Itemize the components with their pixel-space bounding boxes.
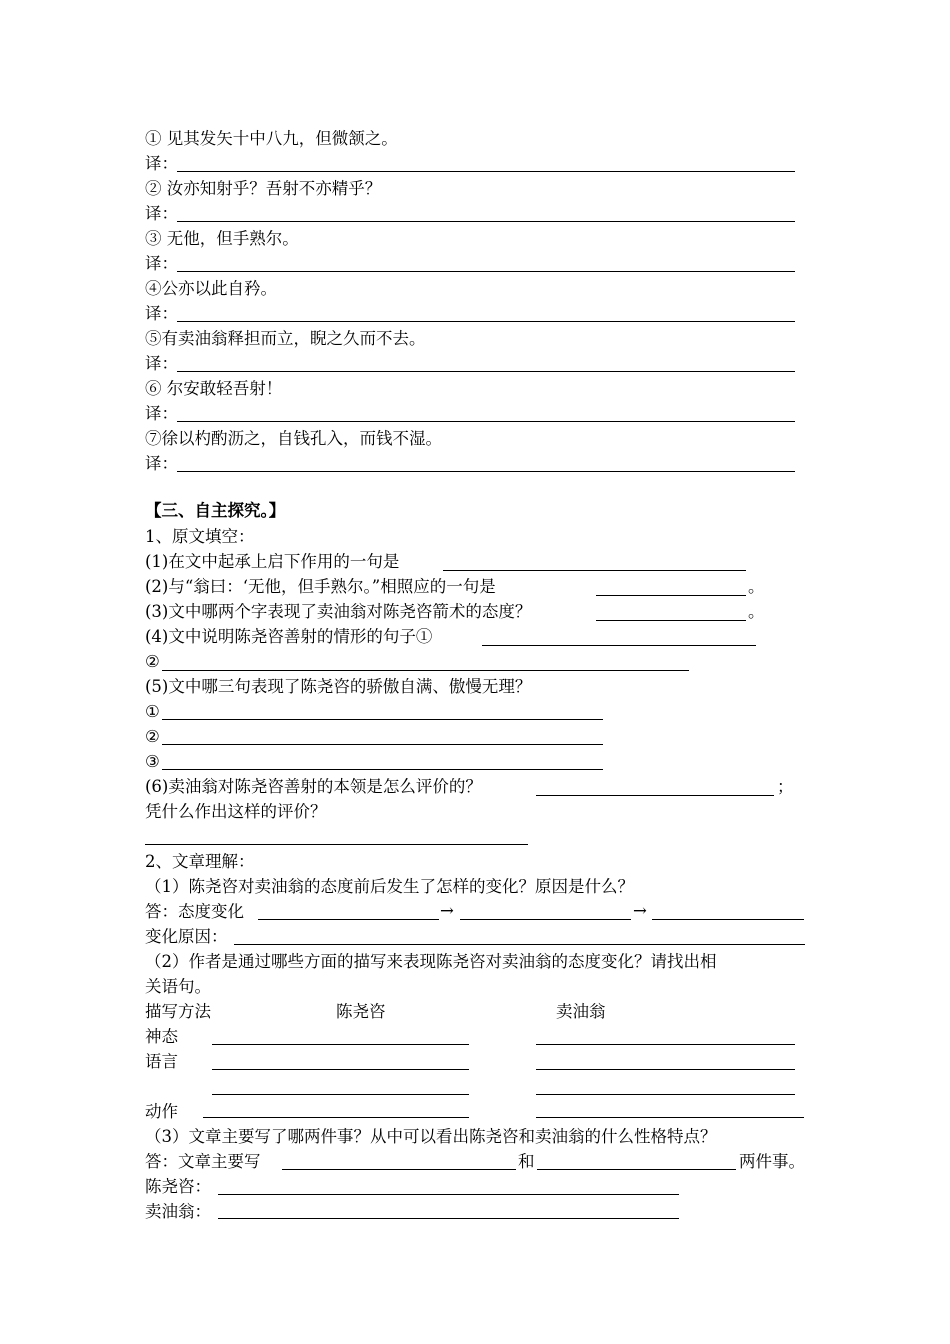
sentence-5: ⑤有卖油翁释担而立，睨之久而不去。 [145,329,426,348]
attitude-blank-1[interactable] [258,919,439,920]
question-2: (2)与“翁曰：‘无他，但手熟尔。”相照应的一句是 [145,577,496,596]
weng-trait-blank[interactable] [218,1218,679,1219]
sentence-1: ① 见其发矢十中八九，但微颔之。 [145,129,398,148]
part2-question-1: （1）陈尧咨对卖油翁的态度前后发生了怎样的变化？原因是什么？ [145,877,634,896]
weng-trait-label: 卖油翁： [145,1202,211,1221]
attitude-answer-label: 答：态度变化 [145,902,244,921]
translation-label-1: 译： [145,154,178,173]
q4-blank-1[interactable] [482,645,756,646]
arrow-2: → [633,901,647,920]
language-chen-blank-2[interactable] [212,1094,469,1095]
q6-blank-1[interactable] [536,795,774,796]
language-weng-blank-1[interactable] [536,1069,795,1070]
q1-blank[interactable] [443,570,746,571]
sentence-2: ② 汝亦知射乎？吾射不亦精乎？ [145,179,382,198]
chen-trait-label: 陈尧咨： [145,1177,211,1196]
part1-title: 1、原文填空： [145,527,255,546]
translation-label-2: 译： [145,204,178,223]
attitude-blank-2[interactable] [460,919,631,920]
chen-trait-blank[interactable] [218,1194,679,1195]
question-6: (6)卖油翁对陈尧咨善射的本领是怎么评价的？ [145,777,482,796]
translation-blank-4[interactable] [177,321,795,322]
question-3: (3)文中哪两个字表现了卖油翁对陈尧咨箭术的态度？ [145,602,532,621]
question-1: (1)在文中起承上启下作用的一句是 [145,552,400,571]
part2-question-3: （3）文章主要写了哪两件事？从中可以看出陈尧咨和卖油翁的什么性格特点？ [145,1127,717,1146]
reason-blank[interactable] [234,944,805,945]
row-label-language: 语言 [145,1052,178,1071]
language-chen-blank-1[interactable] [212,1069,469,1070]
expression-chen-blank[interactable] [212,1044,469,1045]
translation-blank-1[interactable] [177,171,795,172]
part2-question-2-line2: 关语句。 [145,977,211,996]
question-6b: 凭什么作出这样的评价？ [145,802,327,821]
action-chen-blank[interactable] [203,1117,469,1118]
q4-blank-2[interactable] [162,670,689,671]
sentence-4: ④公亦以此自矜。 [145,279,277,298]
q2-blank[interactable] [596,595,746,596]
q5-blank-3[interactable] [162,769,603,770]
q4-mark-2: ② [145,652,160,671]
event-blank-1[interactable] [282,1169,516,1170]
event-blank-2[interactable] [537,1169,736,1170]
part2-title: 2、文章理解： [145,852,255,871]
translation-blank-2[interactable] [177,221,795,222]
language-weng-blank-2[interactable] [536,1094,795,1095]
translation-label-7: 译： [145,454,178,473]
q5-mark-3: ③ [145,752,160,771]
translation-blank-6[interactable] [177,421,795,422]
q5-blank-2[interactable] [162,744,603,745]
row-label-action: 动作 [145,1102,178,1121]
q5-mark-1: ① [145,702,160,721]
action-weng-blank[interactable] [536,1117,804,1118]
reason-label: 变化原因： [145,927,228,946]
translation-blank-7[interactable] [177,471,795,472]
header-maiyouweng: 卖油翁 [556,1002,606,1021]
translation-label-6: 译： [145,404,178,423]
sentence-7: ⑦徐以杓酌沥之，自钱孔入，而钱不湿。 [145,429,442,448]
events-answer-label: 答：文章主要写 [145,1152,261,1171]
section-heading: 【三、自主探究。】 [145,501,286,520]
translation-blank-3[interactable] [177,271,795,272]
question-5: (5)文中哪三句表现了陈尧咨的骄傲自满、傲慢无理？ [145,677,532,696]
question-4: (4)文中说明陈尧咨善射的情形的句子① [145,627,433,646]
part2-question-2-line1: （2）作者是通过哪些方面的描写来表现陈尧咨对卖油翁的态度变化？请找出相 [145,952,717,971]
row-label-expression: 神态 [145,1027,178,1046]
header-method: 描写方法 [145,1002,211,1021]
q2-end: 。 [748,577,765,596]
header-chen: 陈尧咨 [336,1002,386,1021]
translation-label-3: 译： [145,254,178,273]
arrow-1: → [440,901,454,920]
q5-mark-2: ② [145,727,160,746]
q6-blank-2[interactable] [145,844,528,845]
attitude-blank-3[interactable] [652,919,804,920]
q6-end: ； [777,777,794,796]
q3-blank[interactable] [596,620,746,621]
q3-end: 。 [748,602,765,621]
q5-blank-1[interactable] [162,719,603,720]
sentence-6: ⑥ 尔安敢轻吾射！ [145,379,283,398]
and-text: 和 [518,1152,535,1171]
expression-weng-blank[interactable] [536,1044,795,1045]
translation-label-4: 译： [145,304,178,323]
translation-blank-5[interactable] [177,371,795,372]
sentence-3: ③ 无他，但手熟尔。 [145,229,299,248]
translation-label-5: 译： [145,354,178,373]
events-end: 两件事。 [739,1152,805,1171]
